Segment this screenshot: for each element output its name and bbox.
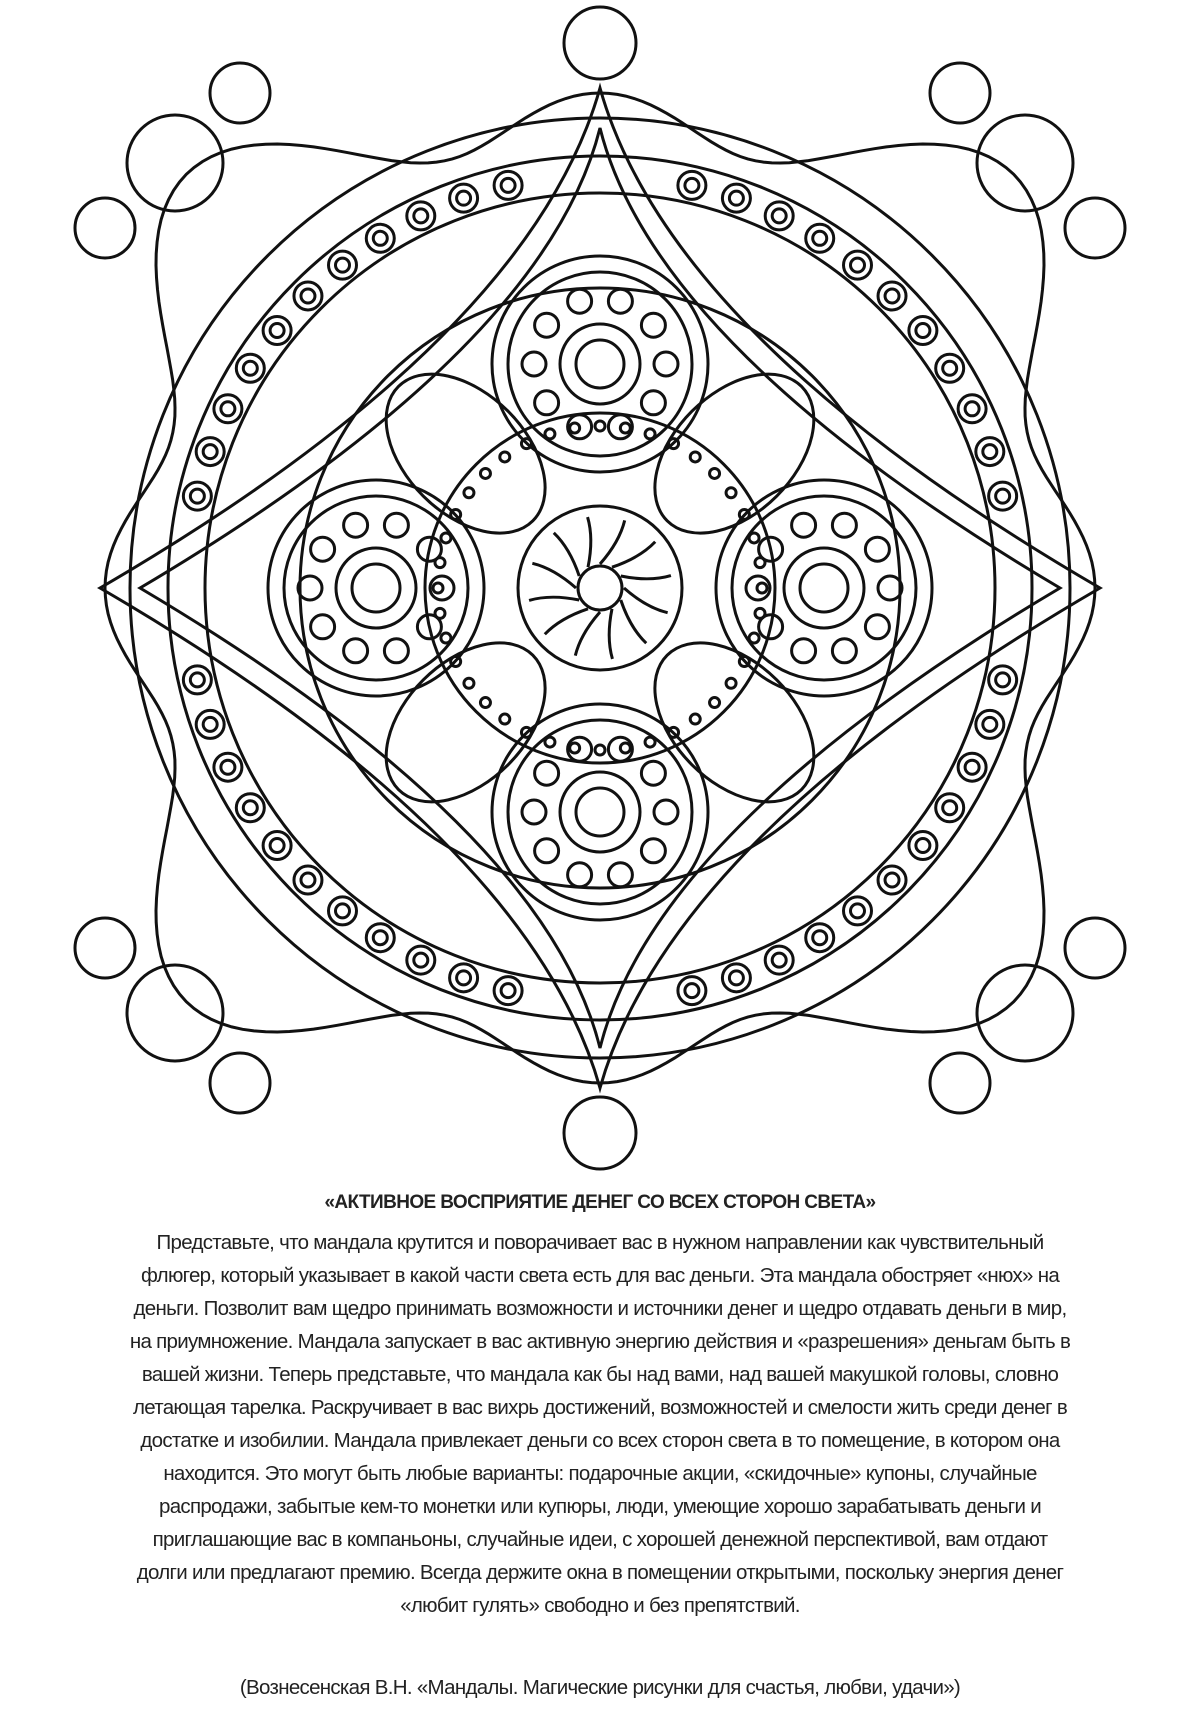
bead bbox=[806, 224, 834, 252]
medallion-dot bbox=[832, 513, 856, 537]
bead-inner bbox=[851, 258, 865, 272]
corner-circle-small bbox=[210, 1053, 270, 1113]
small-bead bbox=[595, 421, 605, 431]
medallion-inner bbox=[508, 720, 692, 904]
small-bead bbox=[500, 714, 510, 724]
text-line: долги или предлагают премию. Всегда держите окна в помещении открытыми, поскольку энергия денег bbox=[136, 1561, 1064, 1584]
medallion-core bbox=[352, 564, 400, 612]
text-line: на приумножение. Мандала запускает в вас активную энергию действия и «разрешения» деньгам быть в bbox=[129, 1330, 1071, 1353]
small-bead bbox=[710, 468, 720, 478]
medallion-dot bbox=[344, 639, 368, 663]
bead bbox=[678, 977, 706, 1005]
small-bead bbox=[464, 678, 474, 688]
sun-ray bbox=[621, 600, 646, 643]
medallion-center bbox=[560, 324, 640, 404]
text-line: «любит гулять» свободно и без препятствий. bbox=[400, 1594, 800, 1617]
bead bbox=[263, 316, 291, 344]
bead bbox=[450, 964, 478, 992]
medallion-dot bbox=[608, 863, 632, 887]
bead-inner bbox=[983, 717, 997, 731]
corner-circle-small bbox=[75, 198, 135, 258]
bead-inner bbox=[851, 904, 865, 918]
outer-ring bbox=[130, 118, 1070, 1058]
bead-inner bbox=[916, 323, 930, 337]
medallion-dot bbox=[878, 576, 902, 600]
citation: (Вознесенская В.Н. «Мандалы. Магические рисунки для счастья, любви, удачи») bbox=[239, 1676, 961, 1699]
bead bbox=[236, 354, 264, 382]
bead bbox=[936, 794, 964, 822]
medallion-dot bbox=[568, 863, 592, 887]
bead-inner bbox=[190, 489, 204, 503]
medallion-dot bbox=[641, 761, 665, 785]
bead bbox=[407, 946, 435, 974]
bead-inner bbox=[335, 258, 349, 272]
bead bbox=[328, 897, 356, 925]
medallion-inner bbox=[732, 496, 916, 680]
bead-inner bbox=[501, 178, 515, 192]
bead-inner bbox=[243, 361, 257, 375]
text-line: достатке и изобилии. Мандала привлекает деньги со всех сторон света в то помещение, в котором она bbox=[140, 1429, 1060, 1452]
medallion-dot bbox=[311, 537, 335, 561]
nub-circle bbox=[564, 1097, 636, 1169]
nub-circle bbox=[564, 7, 636, 79]
text-line: флюгер, который указывает в какой части света есть для вас деньги. Эта мандала обостряет «нюх» на bbox=[140, 1264, 1060, 1287]
medallion-dot bbox=[641, 391, 665, 415]
small-bead bbox=[620, 743, 630, 753]
corner-circle-small bbox=[930, 63, 990, 123]
bead bbox=[366, 224, 394, 252]
bead bbox=[263, 832, 291, 860]
inner-ring bbox=[300, 288, 900, 888]
bead-inner bbox=[772, 209, 786, 223]
bead-inner bbox=[373, 231, 387, 245]
text-line: деньги. Позволит вам щедро принимать возможности и источники денег и щедро отдавать деньги в мир, bbox=[133, 1297, 1067, 1320]
sun-ray bbox=[612, 542, 655, 567]
bead bbox=[183, 482, 211, 510]
bead bbox=[196, 438, 224, 466]
medallion-dot bbox=[535, 391, 559, 415]
medallion-inner bbox=[284, 496, 468, 680]
bead bbox=[294, 282, 322, 310]
small-bead bbox=[620, 423, 630, 433]
bead bbox=[844, 251, 872, 279]
bead bbox=[366, 924, 394, 952]
bead-inner bbox=[221, 402, 235, 416]
bead bbox=[806, 924, 834, 952]
bead-inner bbox=[943, 361, 957, 375]
bead-inner bbox=[203, 717, 217, 731]
text-line: летающая тарелка. Раскручивает в вас вихрь достижений, возможностей и смелости жить среди денег в bbox=[132, 1396, 1068, 1419]
corner-circle bbox=[977, 115, 1073, 211]
medallion-dot bbox=[654, 352, 678, 376]
star-shape bbox=[100, 88, 1100, 1088]
bead-inner bbox=[813, 231, 827, 245]
bead bbox=[196, 710, 224, 738]
bead-inner bbox=[221, 760, 235, 774]
corner-circle bbox=[127, 965, 223, 1061]
bead bbox=[678, 171, 706, 199]
medallion-center bbox=[336, 548, 416, 628]
medallion-center bbox=[560, 772, 640, 852]
small-bead bbox=[595, 745, 605, 755]
bead-inner bbox=[190, 673, 204, 687]
sun-ray bbox=[588, 517, 591, 567]
text-line: приглашающие вас в компаньоны, случайные идеи, с хорошей денежной перспективой, вам отдают bbox=[152, 1528, 1048, 1551]
medallion-core bbox=[576, 340, 624, 388]
text-line: находится. Это могут быть любые варианты: подарочные акции, «скидочные» купоны, случайные bbox=[163, 1462, 1037, 1485]
bead bbox=[722, 964, 750, 992]
bead bbox=[494, 171, 522, 199]
bead-inner bbox=[335, 904, 349, 918]
bead-inner bbox=[813, 931, 827, 945]
inner-bead-ring bbox=[425, 413, 775, 763]
medallion-dot bbox=[641, 313, 665, 337]
bead-inner bbox=[885, 289, 899, 303]
sun-ray bbox=[609, 609, 612, 659]
small-bead bbox=[726, 488, 736, 498]
medallion-dot bbox=[522, 352, 546, 376]
bead-inner bbox=[457, 191, 471, 205]
small-bead bbox=[480, 698, 490, 708]
small-bead bbox=[433, 583, 443, 593]
bead bbox=[844, 897, 872, 925]
center-circle bbox=[518, 506, 682, 670]
bead bbox=[936, 354, 964, 382]
corner-circle-small bbox=[210, 63, 270, 123]
text-line: вашей жизни. Теперь представьте, что мандала как бы над вами, над вашей макушкой головы, словно bbox=[141, 1363, 1059, 1386]
text-line: Представьте, что мандала крутится и поворачивает вас в нужном направлении как чувствительный bbox=[156, 1231, 1044, 1254]
bead bbox=[236, 794, 264, 822]
bead bbox=[958, 753, 986, 781]
bead bbox=[989, 666, 1017, 694]
small-bead bbox=[480, 468, 490, 478]
bead-inner bbox=[996, 673, 1010, 687]
medallion-dot bbox=[608, 289, 632, 313]
medallion-dot bbox=[535, 761, 559, 785]
outer-frame bbox=[105, 93, 1095, 1083]
medallion-dot bbox=[654, 800, 678, 824]
bead-inner bbox=[729, 191, 743, 205]
medallion-inner bbox=[508, 272, 692, 456]
small-bead bbox=[726, 678, 736, 688]
bead-inner bbox=[301, 289, 315, 303]
corner-circle-small bbox=[1065, 198, 1125, 258]
medallion-dot bbox=[298, 576, 322, 600]
bead bbox=[909, 316, 937, 344]
sun-ray bbox=[575, 612, 600, 656]
bead bbox=[214, 753, 242, 781]
bead-inner bbox=[457, 971, 471, 985]
bead-inner bbox=[772, 953, 786, 967]
bead bbox=[765, 946, 793, 974]
bead bbox=[976, 438, 1004, 466]
bead-inner bbox=[943, 801, 957, 815]
bead-inner bbox=[685, 984, 699, 998]
bead-inner bbox=[373, 931, 387, 945]
bead-inner bbox=[270, 323, 284, 337]
bead-inner bbox=[203, 445, 217, 459]
corner-circle-small bbox=[930, 1053, 990, 1113]
bead-inner bbox=[414, 953, 428, 967]
page-title: «АКТИВНОЕ ВОСПРИЯТИЕ ДЕНЕГ СО ВСЕХ СТОРОН СВЕТА» bbox=[324, 1192, 876, 1213]
small-bead bbox=[690, 452, 700, 462]
center-core bbox=[578, 566, 622, 610]
small-bead bbox=[570, 743, 580, 753]
text-line: распродажи, забытые кем-то монетки или купюры, люди, умеющие хорошо зарабатывать деньги и bbox=[159, 1495, 1041, 1518]
star-shape-inner bbox=[140, 128, 1060, 1048]
bead-inner bbox=[996, 489, 1010, 503]
corner-circle-small bbox=[75, 918, 135, 978]
small-bead bbox=[710, 698, 720, 708]
medallion-dot bbox=[384, 639, 408, 663]
small-bead bbox=[570, 423, 580, 433]
medallion-dot bbox=[792, 639, 816, 663]
small-bead bbox=[500, 452, 510, 462]
bead-inner bbox=[243, 801, 257, 815]
bead bbox=[450, 184, 478, 212]
sun-ray bbox=[621, 576, 671, 579]
bead bbox=[328, 251, 356, 279]
bead-inner bbox=[685, 178, 699, 192]
medallion-dot bbox=[344, 513, 368, 537]
corner-circle bbox=[977, 965, 1073, 1061]
bead-inner bbox=[270, 839, 284, 853]
bead bbox=[878, 282, 906, 310]
sun-ray bbox=[600, 520, 625, 564]
small-bead bbox=[690, 714, 700, 724]
corner-circle-small bbox=[1065, 918, 1125, 978]
bead-inner bbox=[885, 873, 899, 887]
bead bbox=[214, 395, 242, 423]
bead bbox=[294, 866, 322, 894]
sun-ray bbox=[532, 563, 576, 588]
medallion-core bbox=[576, 788, 624, 836]
bead-inner bbox=[501, 984, 515, 998]
medallion-dot bbox=[641, 839, 665, 863]
bead bbox=[989, 482, 1017, 510]
bead-inner bbox=[729, 971, 743, 985]
medallion-core bbox=[800, 564, 848, 612]
medallion-dot bbox=[865, 537, 889, 561]
medallion-center bbox=[784, 548, 864, 628]
bead bbox=[909, 832, 937, 860]
bead-inner bbox=[983, 445, 997, 459]
sun-ray bbox=[545, 609, 588, 634]
medallion-dot bbox=[384, 513, 408, 537]
bead-inner bbox=[965, 760, 979, 774]
bead-inner bbox=[301, 873, 315, 887]
small-bead bbox=[757, 583, 767, 593]
medallion-dot bbox=[865, 615, 889, 639]
description-text bbox=[0, 1226, 1200, 1622]
sun-ray bbox=[529, 597, 579, 600]
bead bbox=[958, 395, 986, 423]
medallion-dot bbox=[568, 289, 592, 313]
bead bbox=[765, 202, 793, 230]
bead bbox=[722, 184, 750, 212]
bead bbox=[878, 866, 906, 894]
bead-inner bbox=[916, 839, 930, 853]
bead bbox=[407, 202, 435, 230]
medallion-dot bbox=[311, 615, 335, 639]
corner-circle bbox=[127, 115, 223, 211]
medallion-dot bbox=[792, 513, 816, 537]
sun-ray bbox=[554, 533, 579, 576]
bead bbox=[976, 710, 1004, 738]
bead bbox=[183, 666, 211, 694]
bead-inner bbox=[965, 402, 979, 416]
medallion-dot bbox=[522, 800, 546, 824]
bead bbox=[494, 977, 522, 1005]
sun-ray bbox=[624, 588, 668, 613]
medallion-dot bbox=[832, 639, 856, 663]
medallion-dot bbox=[535, 313, 559, 337]
small-bead bbox=[464, 488, 474, 498]
bead-inner bbox=[414, 209, 428, 223]
medallion-dot bbox=[535, 839, 559, 863]
